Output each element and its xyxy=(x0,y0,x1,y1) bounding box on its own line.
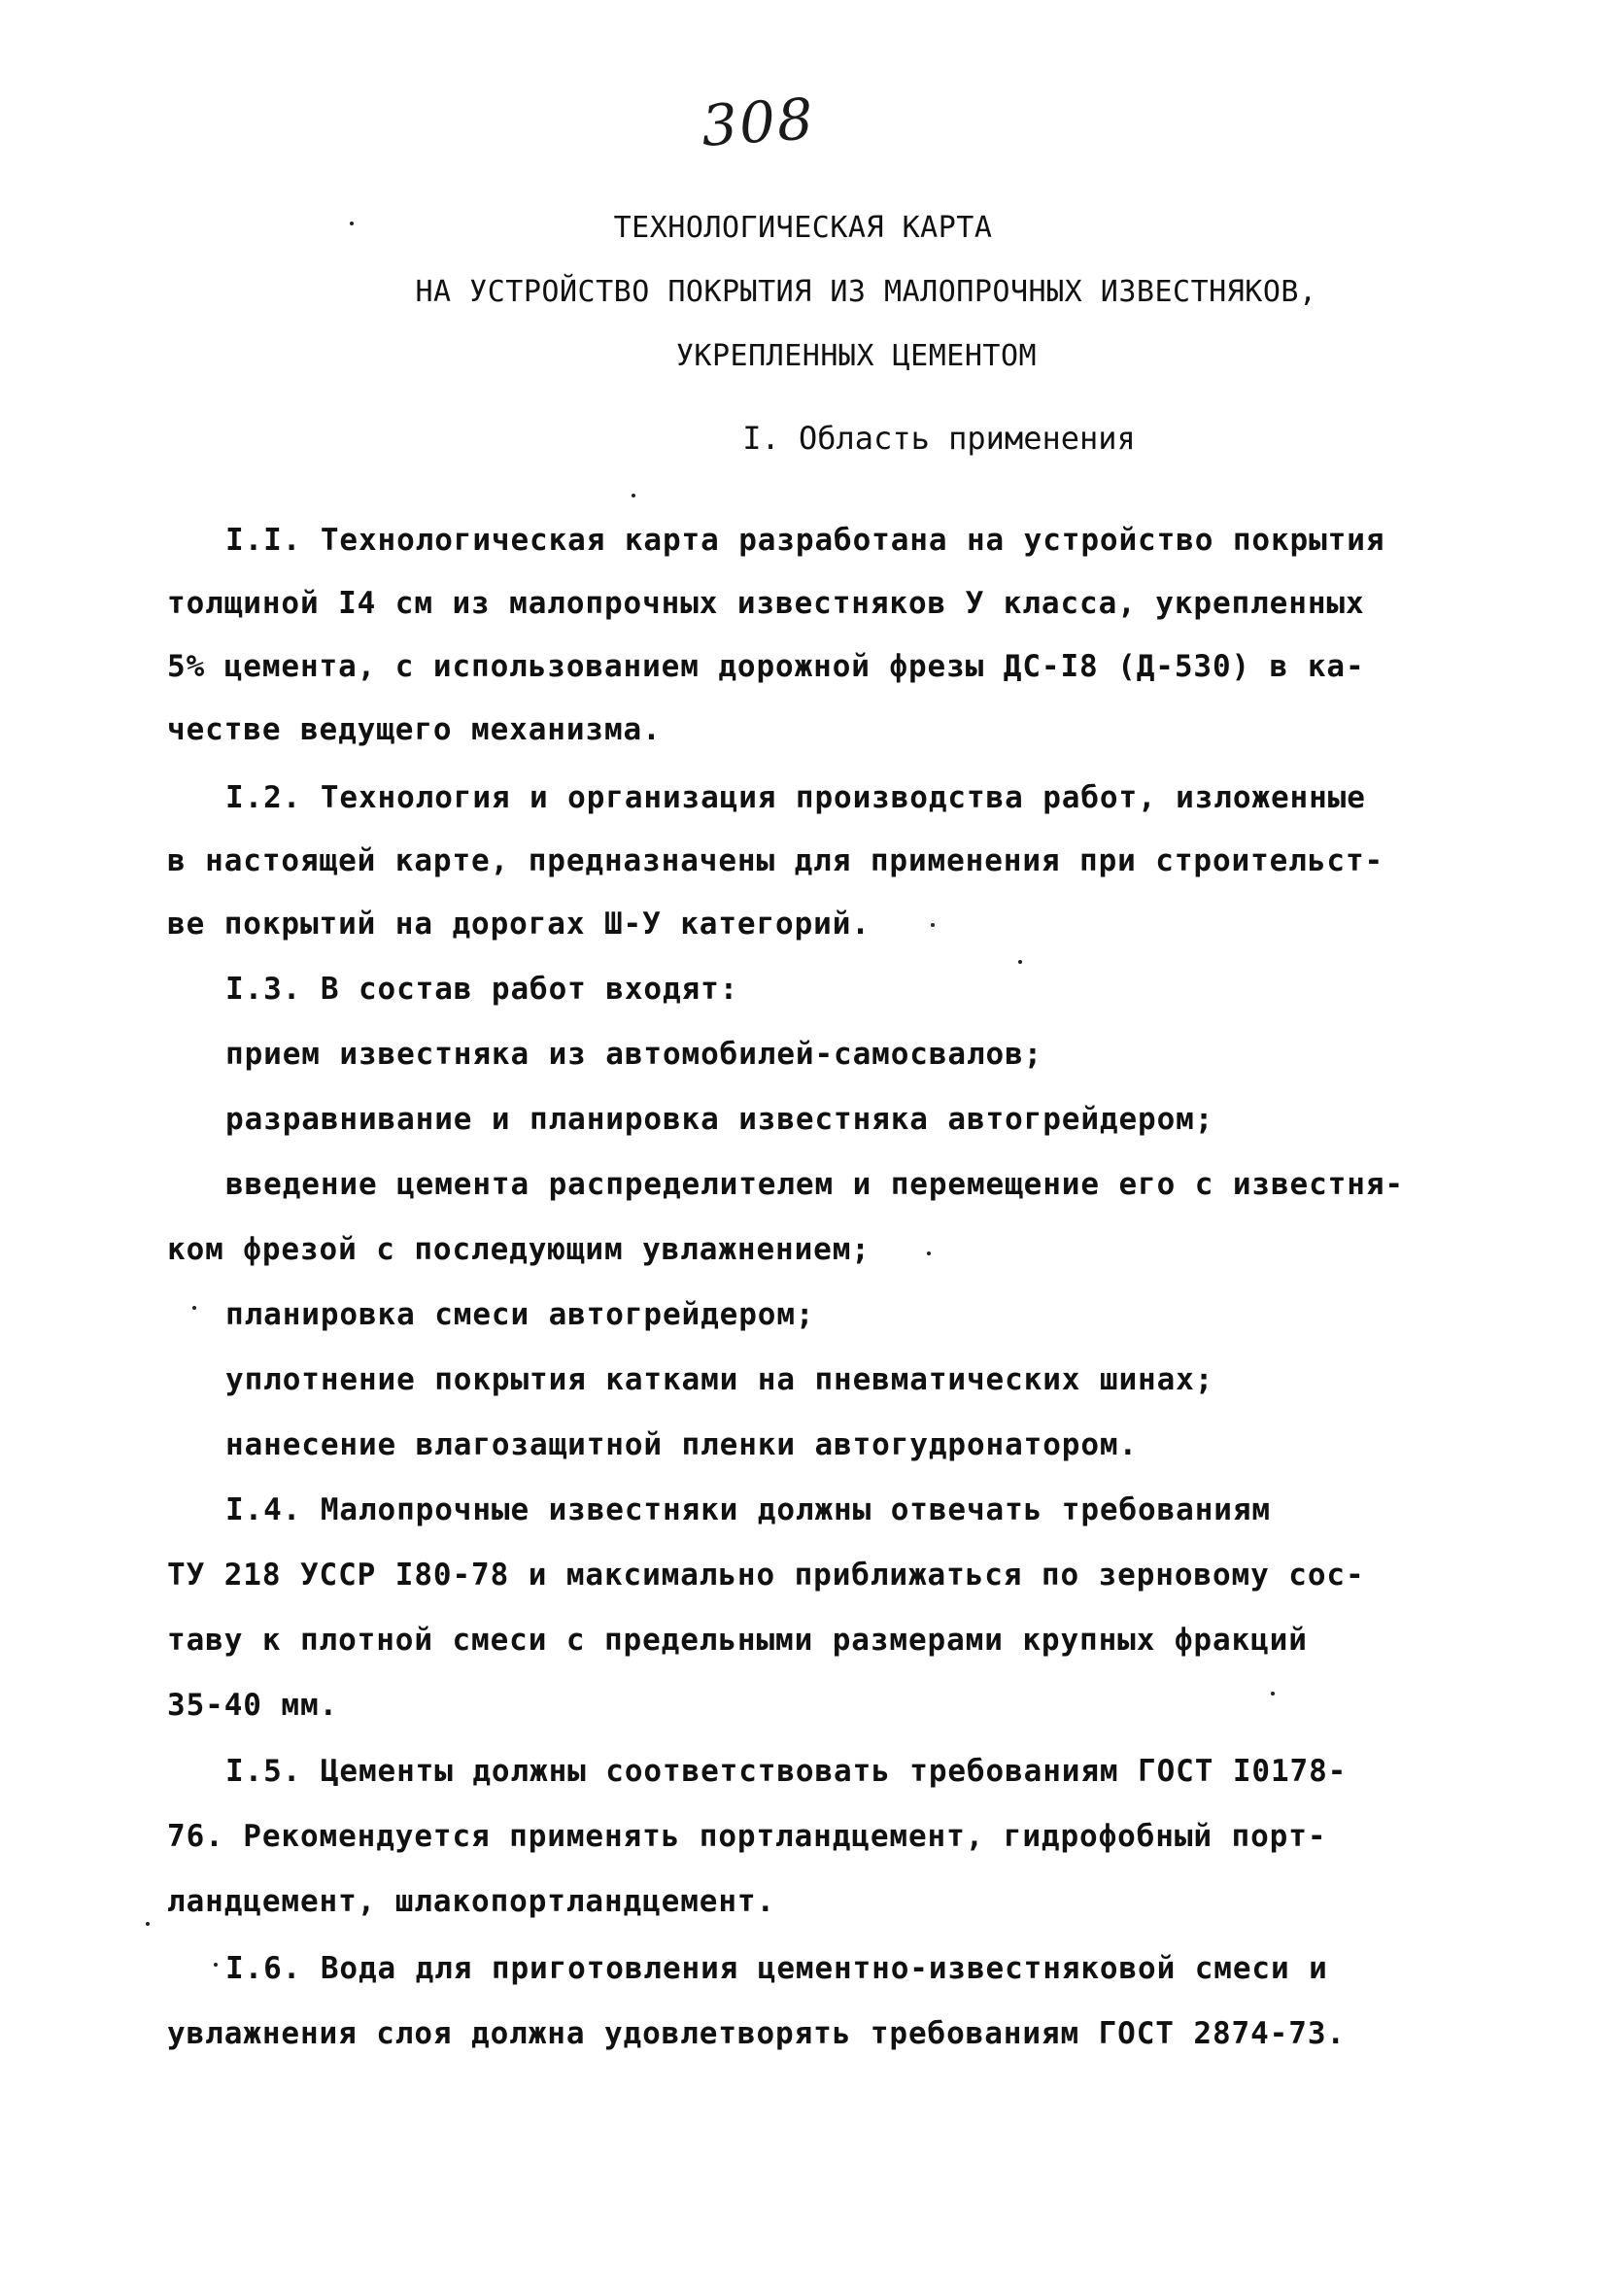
list-item: планировка смеси автогрейдером; xyxy=(225,1297,815,1332)
scan-speck xyxy=(1018,960,1022,964)
list-item: уплотнение покрытия катками на пневматических шинах; xyxy=(225,1362,1214,1397)
paragraph-line: I.5. Цементы должны соответствовать требованиям ГОСТ I0178- xyxy=(225,1754,1348,1789)
scan-speck xyxy=(1271,1692,1275,1696)
title-line-3: УКРЕПЛЕННЫХ ЦЕМЕНТОМ xyxy=(675,339,1038,373)
paragraph-line: I.4. Малопрочные известняки должны отвечать требованиям xyxy=(225,1492,1271,1527)
paragraph-line: ландцемент, шлакопортландцемент. xyxy=(167,1884,776,1919)
scan-speck xyxy=(192,1306,196,1310)
paragraph-line: ТУ 218 УССР I80-78 и максимально приближаться по зерновому сос- xyxy=(167,1558,1365,1593)
paragraph-line: I.I. Технологическая карта разработана на устройство покрытия xyxy=(225,523,1385,558)
handwritten-page-number: 308 xyxy=(699,86,817,159)
paragraph-line: ве покрытий на дорогах Ш-У категорий. xyxy=(167,907,871,942)
paragraph-line: I.2. Технология и организация производства работ, изложенные xyxy=(225,780,1366,815)
scan-speck xyxy=(632,494,635,497)
list-item: ком фрезой с последующим увлажнением; xyxy=(167,1232,871,1267)
paragraph-line: I.3. В состав работ входят: xyxy=(225,972,739,1007)
list-item: нанесение влагозащитной пленки автогудронатором. xyxy=(225,1427,1139,1462)
scan-speck xyxy=(931,923,935,927)
list-item: введение цемента распределителем и перемещение его с известня- xyxy=(225,1167,1404,1202)
paragraph-line: в настоящей карте, предназначены для применения при строительст- xyxy=(167,843,1384,878)
paragraph-line: 5% цемента, с использованием дорожной фрезы ДС-I8 (Д-530) в ка- xyxy=(167,649,1365,684)
paragraph-line: I.6. Вода для приготовления цементно-известняковой смеси и xyxy=(225,1951,1328,1986)
paragraph-line: толщиной I4 см из малопрочных известняков У класса, укрепленных xyxy=(167,586,1365,621)
list-item: разравнивание и планировка известняка автогрейдером; xyxy=(225,1102,1214,1137)
title-line-1: ТЕХНОЛОГИЧЕСКАЯ КАРТА xyxy=(613,211,993,245)
paragraph-line: увлажнения слоя должна удовлетворять требованиям ГОСТ 2874-73. xyxy=(167,2016,1346,2051)
title-line-2: НА УСТРОЙСТВО ПОКРЫТИЯ ИЗ МАЛОПРОЧНЫХ ИЗВЕСТНЯКОВ, xyxy=(415,275,1317,309)
paragraph-line: 76. Рекомендуется применять портландцемент, гидрофобный порт- xyxy=(167,1819,1327,1854)
paragraph-line: таву к плотной смеси с предельными размерами крупных фракций xyxy=(167,1623,1308,1658)
paragraph-line: 35-40 мм. xyxy=(167,1688,339,1723)
section-heading: I. Область применения xyxy=(742,420,1136,457)
list-item: прием известняка из автомобилей-самосвалов; xyxy=(225,1037,1043,1072)
scan-speck xyxy=(146,1922,150,1926)
scan-speck xyxy=(214,1963,218,1967)
document-title xyxy=(0,196,1606,389)
paragraph-line: честве ведущего механизма. xyxy=(167,712,662,747)
scan-speck xyxy=(350,222,354,225)
scan-speck xyxy=(927,1251,931,1255)
